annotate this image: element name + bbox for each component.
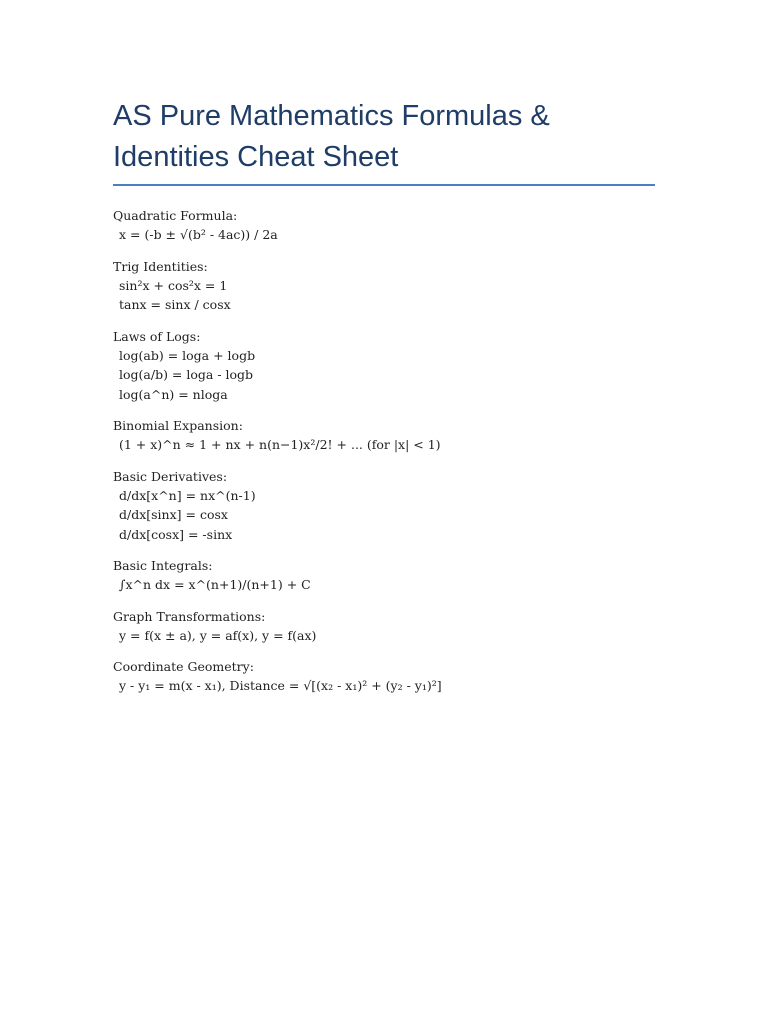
section-heading: Basic Integrals: bbox=[113, 558, 213, 573]
formula-line: log(a^n) = nloga bbox=[119, 386, 228, 402]
section-trig-identities bbox=[113, 257, 655, 315]
formula-line: log(a/b) = loga - logb bbox=[119, 367, 254, 382]
section-heading: Quadratic Formula: bbox=[113, 208, 238, 223]
section-laws-of-logs bbox=[113, 327, 655, 405]
formula-line: d/dx[sinx] = cosx bbox=[119, 507, 228, 522]
formula-line: tanx = sinx / cosx bbox=[119, 297, 231, 312]
section-heading: Graph Transformations: bbox=[113, 608, 266, 624]
formula-line: d/dx[cosx] = -sinx bbox=[119, 526, 233, 542]
section-basic-integrals bbox=[113, 556, 655, 595]
formula-line: x = (-b ± √(b² - 4ac)) / 2a bbox=[119, 227, 278, 242]
section-quadratic-formula bbox=[113, 206, 655, 245]
section-heading: Binomial Expansion: bbox=[113, 418, 243, 433]
formula-line: y = f(x ± a), y = af(x), y = f(ax) bbox=[119, 627, 317, 643]
formula-line: d/dx[x^n] = nx^(n-1) bbox=[119, 487, 256, 503]
formula-line: (1 + x)^n ≈ 1 + nx + n(n−1)x²/2! + ... (for |x| < 1) bbox=[119, 437, 441, 452]
formula-line: ∫x^n dx = x^(n+1)/(n+1) + C bbox=[119, 577, 311, 592]
section-basic-derivatives bbox=[113, 467, 655, 545]
section-heading: Coordinate Geometry: bbox=[113, 659, 254, 674]
document-title: AS Pure Mathematics Formulas & Identities Cheat Sheet bbox=[113, 100, 550, 173]
title-underline bbox=[113, 184, 655, 186]
section-heading: Trig Identities: bbox=[113, 258, 208, 274]
section-coordinate-geometry bbox=[113, 657, 655, 696]
formula-line: log(ab) = loga + logb bbox=[119, 347, 256, 363]
section-heading: Laws of Logs: bbox=[113, 328, 201, 344]
section-graph-transformations bbox=[113, 607, 655, 646]
formula-line: y - y₁ = m(x - x₁), Distance = √[(x₂ - x₁)² + (y₂ - y₁)²] bbox=[119, 678, 442, 693]
section-heading: Basic Derivatives: bbox=[113, 468, 228, 484]
section-binomial-expansion bbox=[113, 416, 655, 455]
formula-line: sin²x + cos²x = 1 bbox=[119, 277, 228, 293]
document-page bbox=[113, 96, 655, 708]
